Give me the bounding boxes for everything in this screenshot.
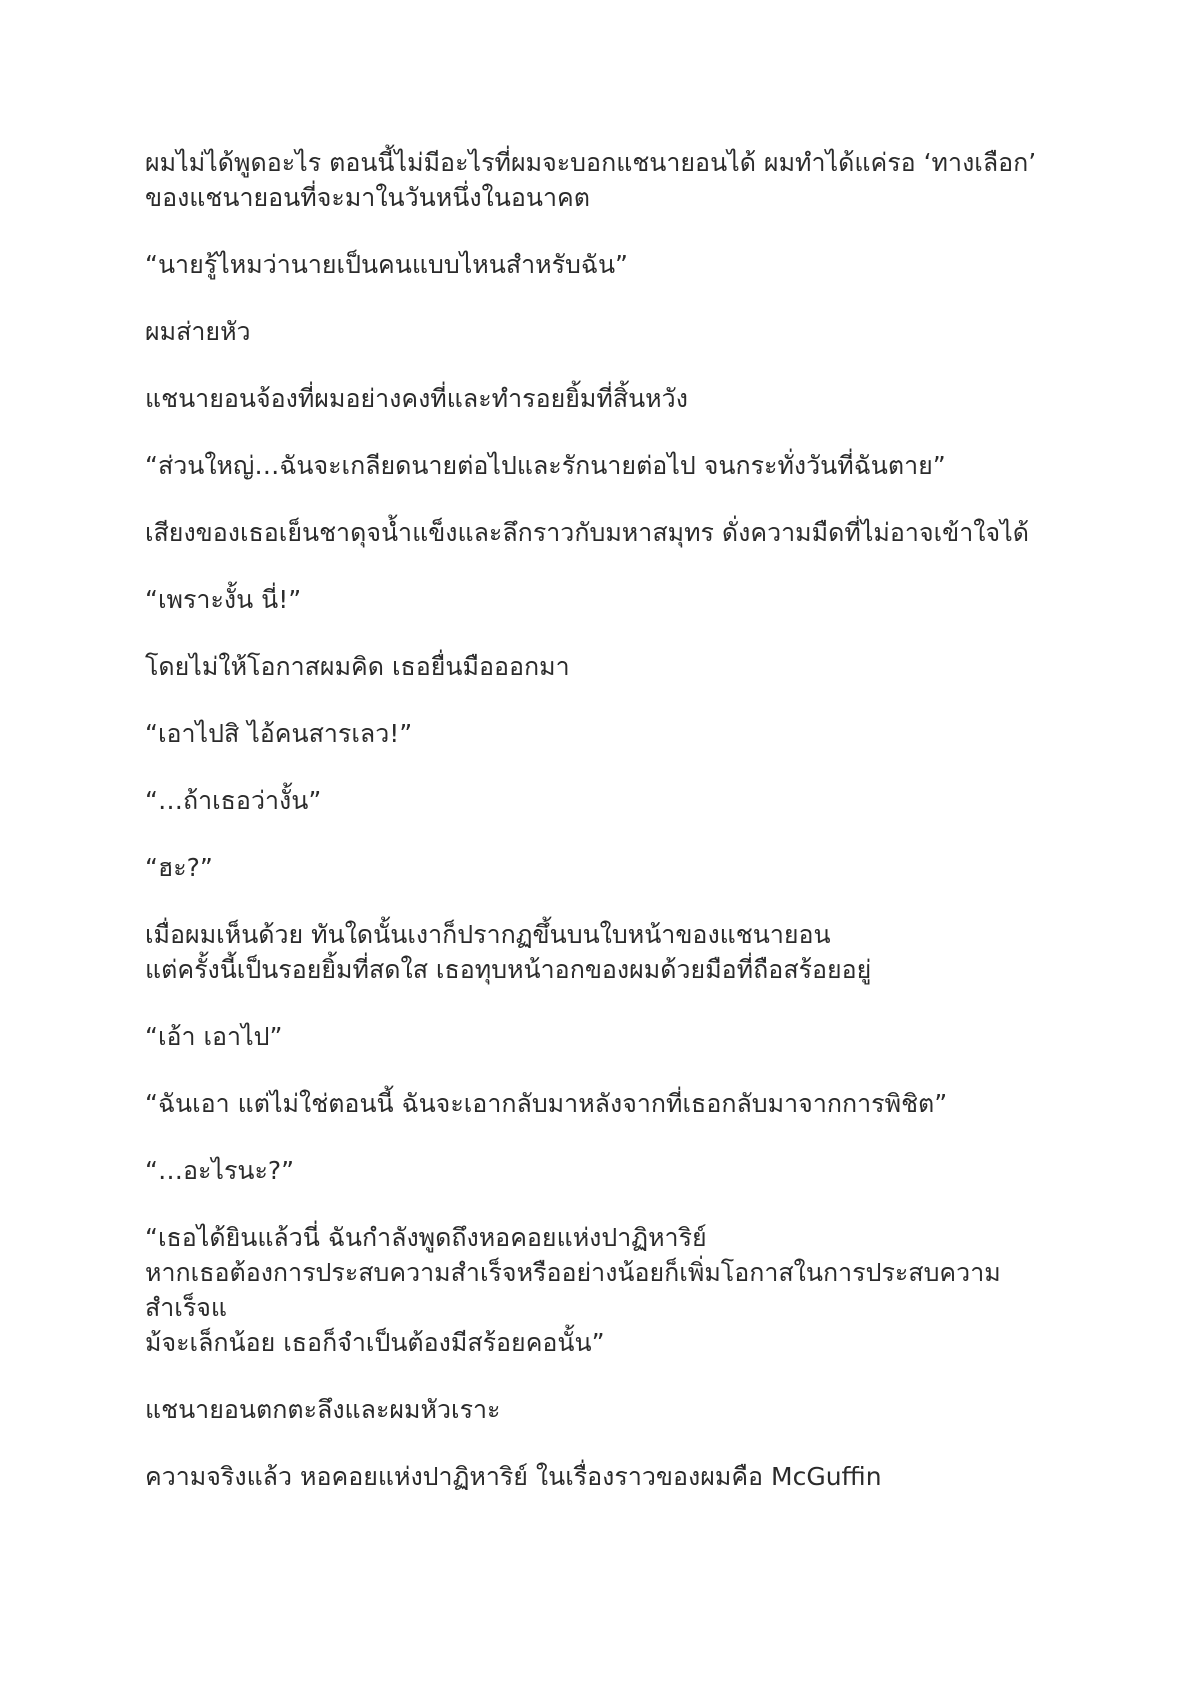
paragraph-16: “เธอได้ยินแล้วนี่ ฉันกำลังพูดถึงหอคอยแห่งปาฏิหาริย์ หากเธอต้องการประสบความสำเร็จหรืออย่างน้อยก็เพิ่มโอกาสในการประสบความสำเร็จแ ม้จะเล็กน้อย เธอก็จำเป็นต้องมีสร้อยคอนั้น” <box>145 1223 1001 1357</box>
paragraph-17: แชนายอนตกตะลึงและผมหัวเราะ <box>145 1395 501 1424</box>
paragraph-12: เมื่อผมเห็นด้วย ทันใดนั้นเงาก็ปรากฏขึ้นบนใบหน้าของแชนายอน แต่ครั้งนี้เป็นรอยยิ้มที่สดใส เธอทุบหน้าอกของผมด้วยมือที่ถือสร้อยอยู่ <box>145 920 872 984</box>
paragraph-2: “นายรู้ไหมว่านายเป็นคนแบบไหนสำหรับฉัน” <box>145 250 628 279</box>
document-body <box>145 145 1065 1526</box>
paragraph-13: “เอ้า เอาไป” <box>145 1022 283 1051</box>
paragraph-9: “เอาไปสิ ไอ้คนสารเลว!” <box>145 719 413 748</box>
paragraph-14: “ฉันเอา แต่ไม่ใช่ตอนนี้ ฉันจะเอากลับมาหลังจากที่เธอกลับมาจากการพิชิต” <box>145 1089 948 1118</box>
paragraph-4: แชนายอนจ้องที่ผมอย่างคงที่และทำรอยยิ้มที่สิ้นหวัง <box>145 384 688 413</box>
paragraph-7: “เพราะงั้น นี่!” <box>145 585 302 614</box>
paragraph-6: เสียงของเธอเย็นชาดุจน้ำแข็งและลึกราวกับมหาสมุทร ดั่งความมืดที่ไม่อาจเข้าใจได้ <box>145 518 1029 547</box>
paragraph-18: ความจริงแล้ว หอคอยแห่งปาฏิหาริย์ ในเรื่องราวของผมคือ McGuffin <box>145 1462 882 1491</box>
paragraph-3: ผมส่ายหัว <box>145 317 251 346</box>
paragraph-15: “…อะไรนะ?” <box>145 1156 295 1185</box>
paragraph-10: “…ถ้าเธอว่างั้น” <box>145 786 322 815</box>
paragraph-11: “ฮะ?” <box>145 853 213 882</box>
paragraph-8: โดยไม่ให้โอกาสผมคิด เธอยื่นมือออกมา <box>145 652 570 681</box>
paragraph-5: “ส่วนใหญ่…ฉันจะเกลียดนายต่อไปและรักนายต่อไป จนกระทั่งวันที่ฉันตาย” <box>145 451 946 480</box>
paragraph-1: ผมไม่ได้พูดอะไร ตอนนี้ไม่มีอะไรที่ผมจะบอกแชนายอนได้ ผมทำได้แค่รอ ‘ทางเลือก’ ของแชนายอนที่จะมาในวันหนึ่งในอนาคต <box>145 148 1037 212</box>
